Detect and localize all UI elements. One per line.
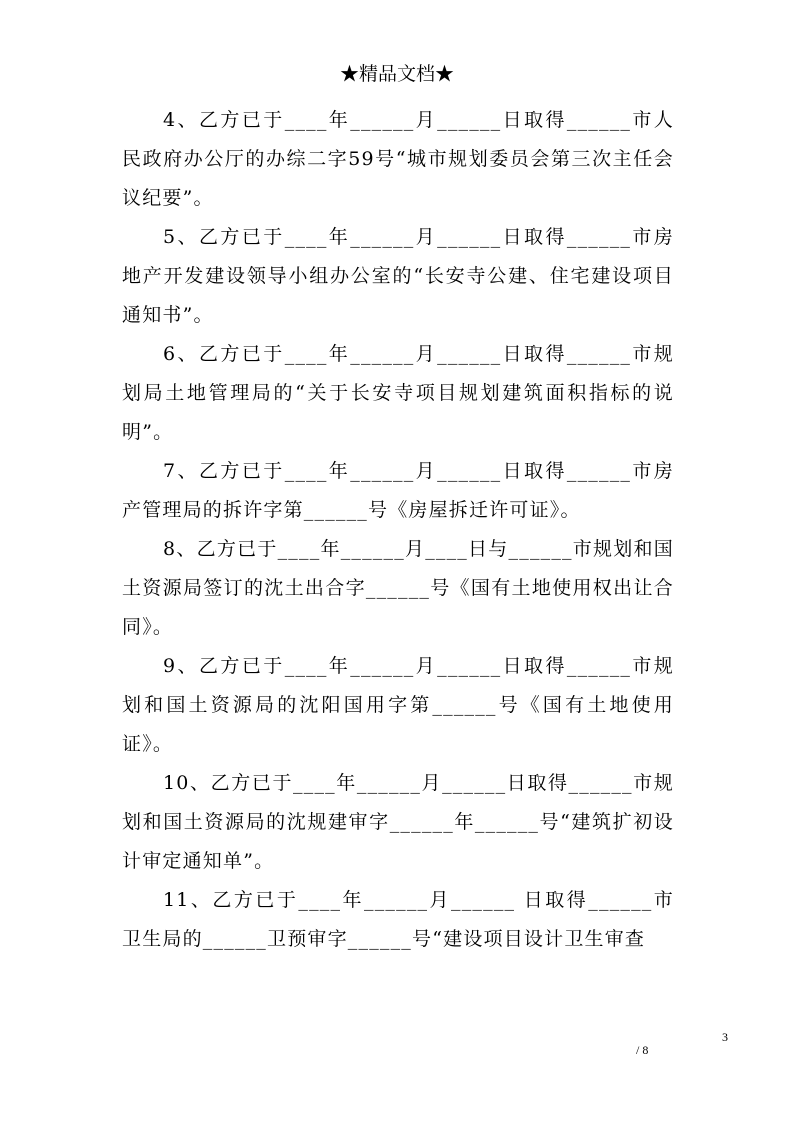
paragraph-6: 6、乙方已于____年______月______日取得______市规划局土地管理局的“关于长安寺项目规划建筑面积指标的说明”。 <box>122 343 674 443</box>
page-total: / 8 <box>636 1043 649 1057</box>
paragraph-4: 4、乙方已于____年______月______日取得______市人民政府办公厅的办综二字59号“城市规划委员会第三次主任会议纪要”。 <box>122 109 674 209</box>
paragraph-9: 9、乙方已于____年______月______日取得______市规划和国土资源局的沈阳国用字第______号《国有土地使用证》。 <box>122 655 674 755</box>
page-header: ★精品文档★ <box>339 63 454 85</box>
paragraph-8: 8、乙方已于____年______月____日与______市规划和国土资源局签订的沈土出合字______号《国有土地使用权出让合同》。 <box>122 538 674 638</box>
paragraph-5: 5、乙方已于____年______月______日取得______市房地产开发建设领导小组办公室的“长安寺公建、住宅建设项目通知书”。 <box>122 226 674 326</box>
document-body <box>122 101 674 959</box>
page-number: 3 <box>722 1030 728 1044</box>
paragraph-10: 10、乙方已于____年______月______日取得______市规划和国土资源局的沈规建审字______年______号“建筑扩初设计审定通知单”。 <box>122 772 674 872</box>
paragraph-11: 11、乙方已于____年______月______ 日取得______市卫生局的______卫预审字______号“建设项目设计卫生审查 <box>122 889 674 950</box>
paragraph-7: 7、乙方已于____年______月______日取得______市房产管理局的拆许字第______号《房屋拆迁许可证》。 <box>122 460 674 521</box>
